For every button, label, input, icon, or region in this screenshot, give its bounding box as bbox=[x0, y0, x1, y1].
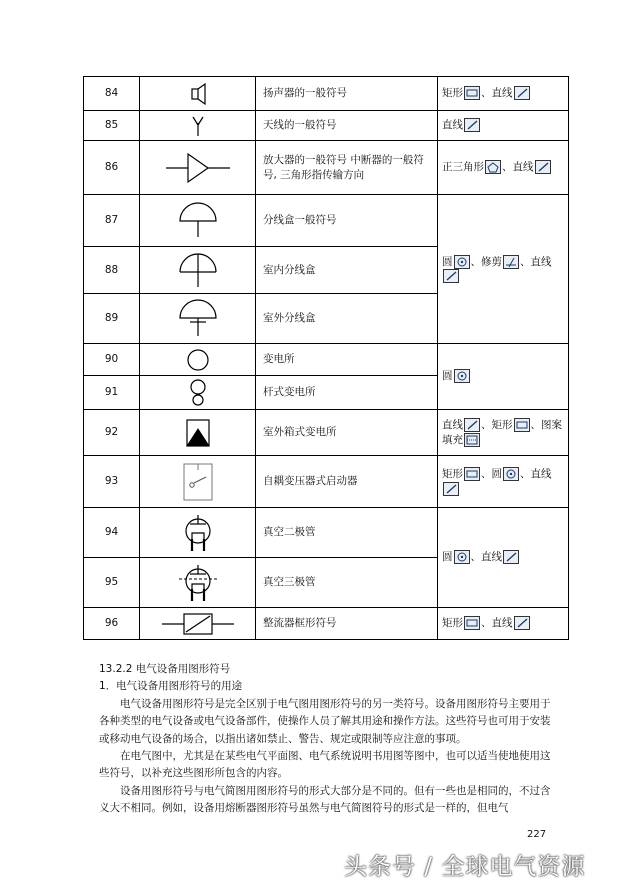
symbol-name: 杆式变电所 bbox=[256, 376, 438, 410]
indoor-junction-box-symbol-icon bbox=[140, 247, 256, 294]
drawing-method bbox=[438, 344, 569, 410]
row-number: 87 bbox=[84, 195, 140, 247]
line-tool-icon bbox=[443, 482, 459, 496]
method-text: 、矩形 bbox=[481, 419, 513, 432]
method-text: 、直线 bbox=[502, 161, 534, 174]
symbol-name: 放大器的一般符号 中断器的一般符号, 三角形指传输方向 bbox=[256, 141, 438, 195]
drawing-method bbox=[438, 508, 569, 608]
line-tool-icon bbox=[535, 160, 551, 174]
watermark: 头条号 / 全球电气资源 bbox=[344, 854, 586, 880]
symbol-name: 整流器框形符号 bbox=[256, 608, 438, 640]
line-tool-icon bbox=[514, 616, 530, 630]
junction-box-symbol-icon bbox=[140, 195, 256, 247]
row-number: 84 bbox=[84, 77, 140, 111]
rect-tool-icon bbox=[464, 467, 480, 481]
method-text: 矩形 bbox=[442, 617, 463, 630]
line-tool-icon bbox=[443, 269, 459, 283]
row-number: 89 bbox=[84, 294, 140, 344]
method-text: 、修剪 bbox=[470, 255, 502, 268]
table-row bbox=[84, 141, 569, 195]
symbol-name: 真空二极管 bbox=[256, 508, 438, 558]
symbol-name: 室内分线盒 bbox=[256, 247, 438, 294]
row-number: 93 bbox=[84, 456, 140, 508]
drawing-method bbox=[438, 141, 569, 195]
line-tool-icon bbox=[464, 118, 480, 132]
row-number: 96 bbox=[84, 608, 140, 640]
antenna-symbol-icon bbox=[140, 111, 256, 141]
symbol-name: 室外箱式变电所 bbox=[256, 410, 438, 456]
method-text: 正三角形 bbox=[442, 161, 484, 174]
page-number: 227 bbox=[527, 829, 547, 840]
drawing-method bbox=[438, 410, 569, 456]
drawing-method bbox=[438, 111, 569, 141]
vacuum-diode-symbol-icon bbox=[140, 508, 256, 558]
circle-tool-icon bbox=[454, 255, 470, 269]
symbol-name: 自耦变压器式启动器 bbox=[256, 456, 438, 508]
paragraph: 电气设备用图形符号是完全区别于电气图用图形符号的另一类符号。设备用图形符号主要用于各种类型的电气设备或电气设备部件，使操作人员了解其用途和操作方法。这些符号也可用于安装或移动电气设备的场合，以指出诸如禁止、警告、规定或限制等应注意的事项。 bbox=[99, 697, 551, 745]
method-text: 、直线 bbox=[481, 87, 513, 100]
method-text: 矩形 bbox=[442, 468, 463, 481]
body-text bbox=[99, 661, 559, 818]
method-text: 、直线 bbox=[520, 255, 552, 268]
symbol-name: 分线盒一般符号 bbox=[256, 195, 438, 247]
table-row bbox=[84, 344, 569, 376]
vacuum-triode-symbol-icon bbox=[140, 558, 256, 608]
paragraph: 在电气图中，尤其是在某些电气平面图、电气系统说明书用图等图中，也可以适当使地使用这些符号，以补充这些图形所包含的内容。 bbox=[99, 750, 551, 780]
paragraph: 设备用图形符号与电气简图用图形符号的形式大部分是不同的。但有一些也是相同的，不过含义大不相同。例如，设备用熔断器图形符号虽然与电气简图符号的形式是一样的，但电气 bbox=[99, 784, 551, 815]
method-text: 直线 bbox=[442, 119, 463, 132]
row-number: 92 bbox=[84, 410, 140, 456]
table-row bbox=[84, 410, 569, 456]
method-text: 、直线 bbox=[520, 468, 552, 481]
pole-substation-symbol-icon bbox=[140, 376, 256, 410]
row-number: 86 bbox=[84, 141, 140, 195]
trim-tool-icon bbox=[503, 255, 519, 269]
line-tool-icon bbox=[464, 418, 480, 432]
hatch-tool-icon bbox=[464, 433, 480, 447]
row-number: 91 bbox=[84, 376, 140, 410]
circle-tool-icon bbox=[454, 550, 470, 564]
rect-tool-icon bbox=[464, 86, 480, 100]
method-text: 直线 bbox=[442, 419, 463, 432]
symbol-table bbox=[83, 76, 569, 640]
drawing-method bbox=[438, 77, 569, 111]
rect-tool-icon bbox=[464, 616, 480, 630]
speaker-symbol-icon bbox=[140, 77, 256, 111]
row-number: 95 bbox=[84, 558, 140, 608]
row-number: 90 bbox=[84, 344, 140, 376]
table-row bbox=[84, 456, 569, 508]
row-number: 85 bbox=[84, 111, 140, 141]
line-tool-icon bbox=[503, 550, 519, 564]
autotransformer-starter-symbol-icon bbox=[140, 456, 256, 508]
method-text: 、直线 bbox=[481, 617, 513, 630]
drawing-method bbox=[438, 608, 569, 640]
substation-symbol-icon bbox=[140, 344, 256, 376]
table-row bbox=[84, 195, 569, 247]
method-text: 、圆 bbox=[481, 468, 502, 481]
table-row bbox=[84, 508, 569, 558]
section-heading: 13.2.2 电气设备用图形符号 bbox=[99, 663, 231, 675]
row-number: 94 bbox=[84, 508, 140, 558]
amplifier-symbol-icon bbox=[140, 141, 256, 195]
drawing-method bbox=[438, 456, 569, 508]
rectifier-box-symbol-icon bbox=[140, 608, 256, 640]
method-text: 、直线 bbox=[470, 551, 502, 564]
symbol-name: 天线的一般符号 bbox=[256, 111, 438, 141]
polygon-tool-icon bbox=[485, 160, 501, 174]
table-row bbox=[84, 111, 569, 141]
table-row bbox=[84, 77, 569, 111]
method-text: 矩形 bbox=[442, 87, 463, 100]
outdoor-box-substation-symbol-icon bbox=[140, 410, 256, 456]
symbol-name: 真空三极管 bbox=[256, 558, 438, 608]
table-row bbox=[84, 608, 569, 640]
line-tool-icon bbox=[514, 86, 530, 100]
rect-tool-icon bbox=[514, 418, 530, 432]
symbol-name: 扬声器的一般符号 bbox=[256, 77, 438, 111]
circle-tool-icon bbox=[503, 467, 519, 481]
drawing-method bbox=[438, 195, 569, 344]
row-number: 88 bbox=[84, 247, 140, 294]
method-text: 圆 bbox=[442, 255, 453, 268]
method-text: 圆 bbox=[442, 551, 453, 564]
circle-tool-icon bbox=[454, 369, 470, 383]
method-text: 圆 bbox=[442, 370, 453, 383]
symbol-name: 变电所 bbox=[256, 344, 438, 376]
method-text: 、图案填充 bbox=[442, 419, 562, 446]
symbol-name: 室外分线盒 bbox=[256, 294, 438, 344]
outdoor-junction-box-symbol-icon bbox=[140, 294, 256, 344]
subsection-heading: 1．电气设备用图形符号的用途 bbox=[99, 680, 243, 693]
